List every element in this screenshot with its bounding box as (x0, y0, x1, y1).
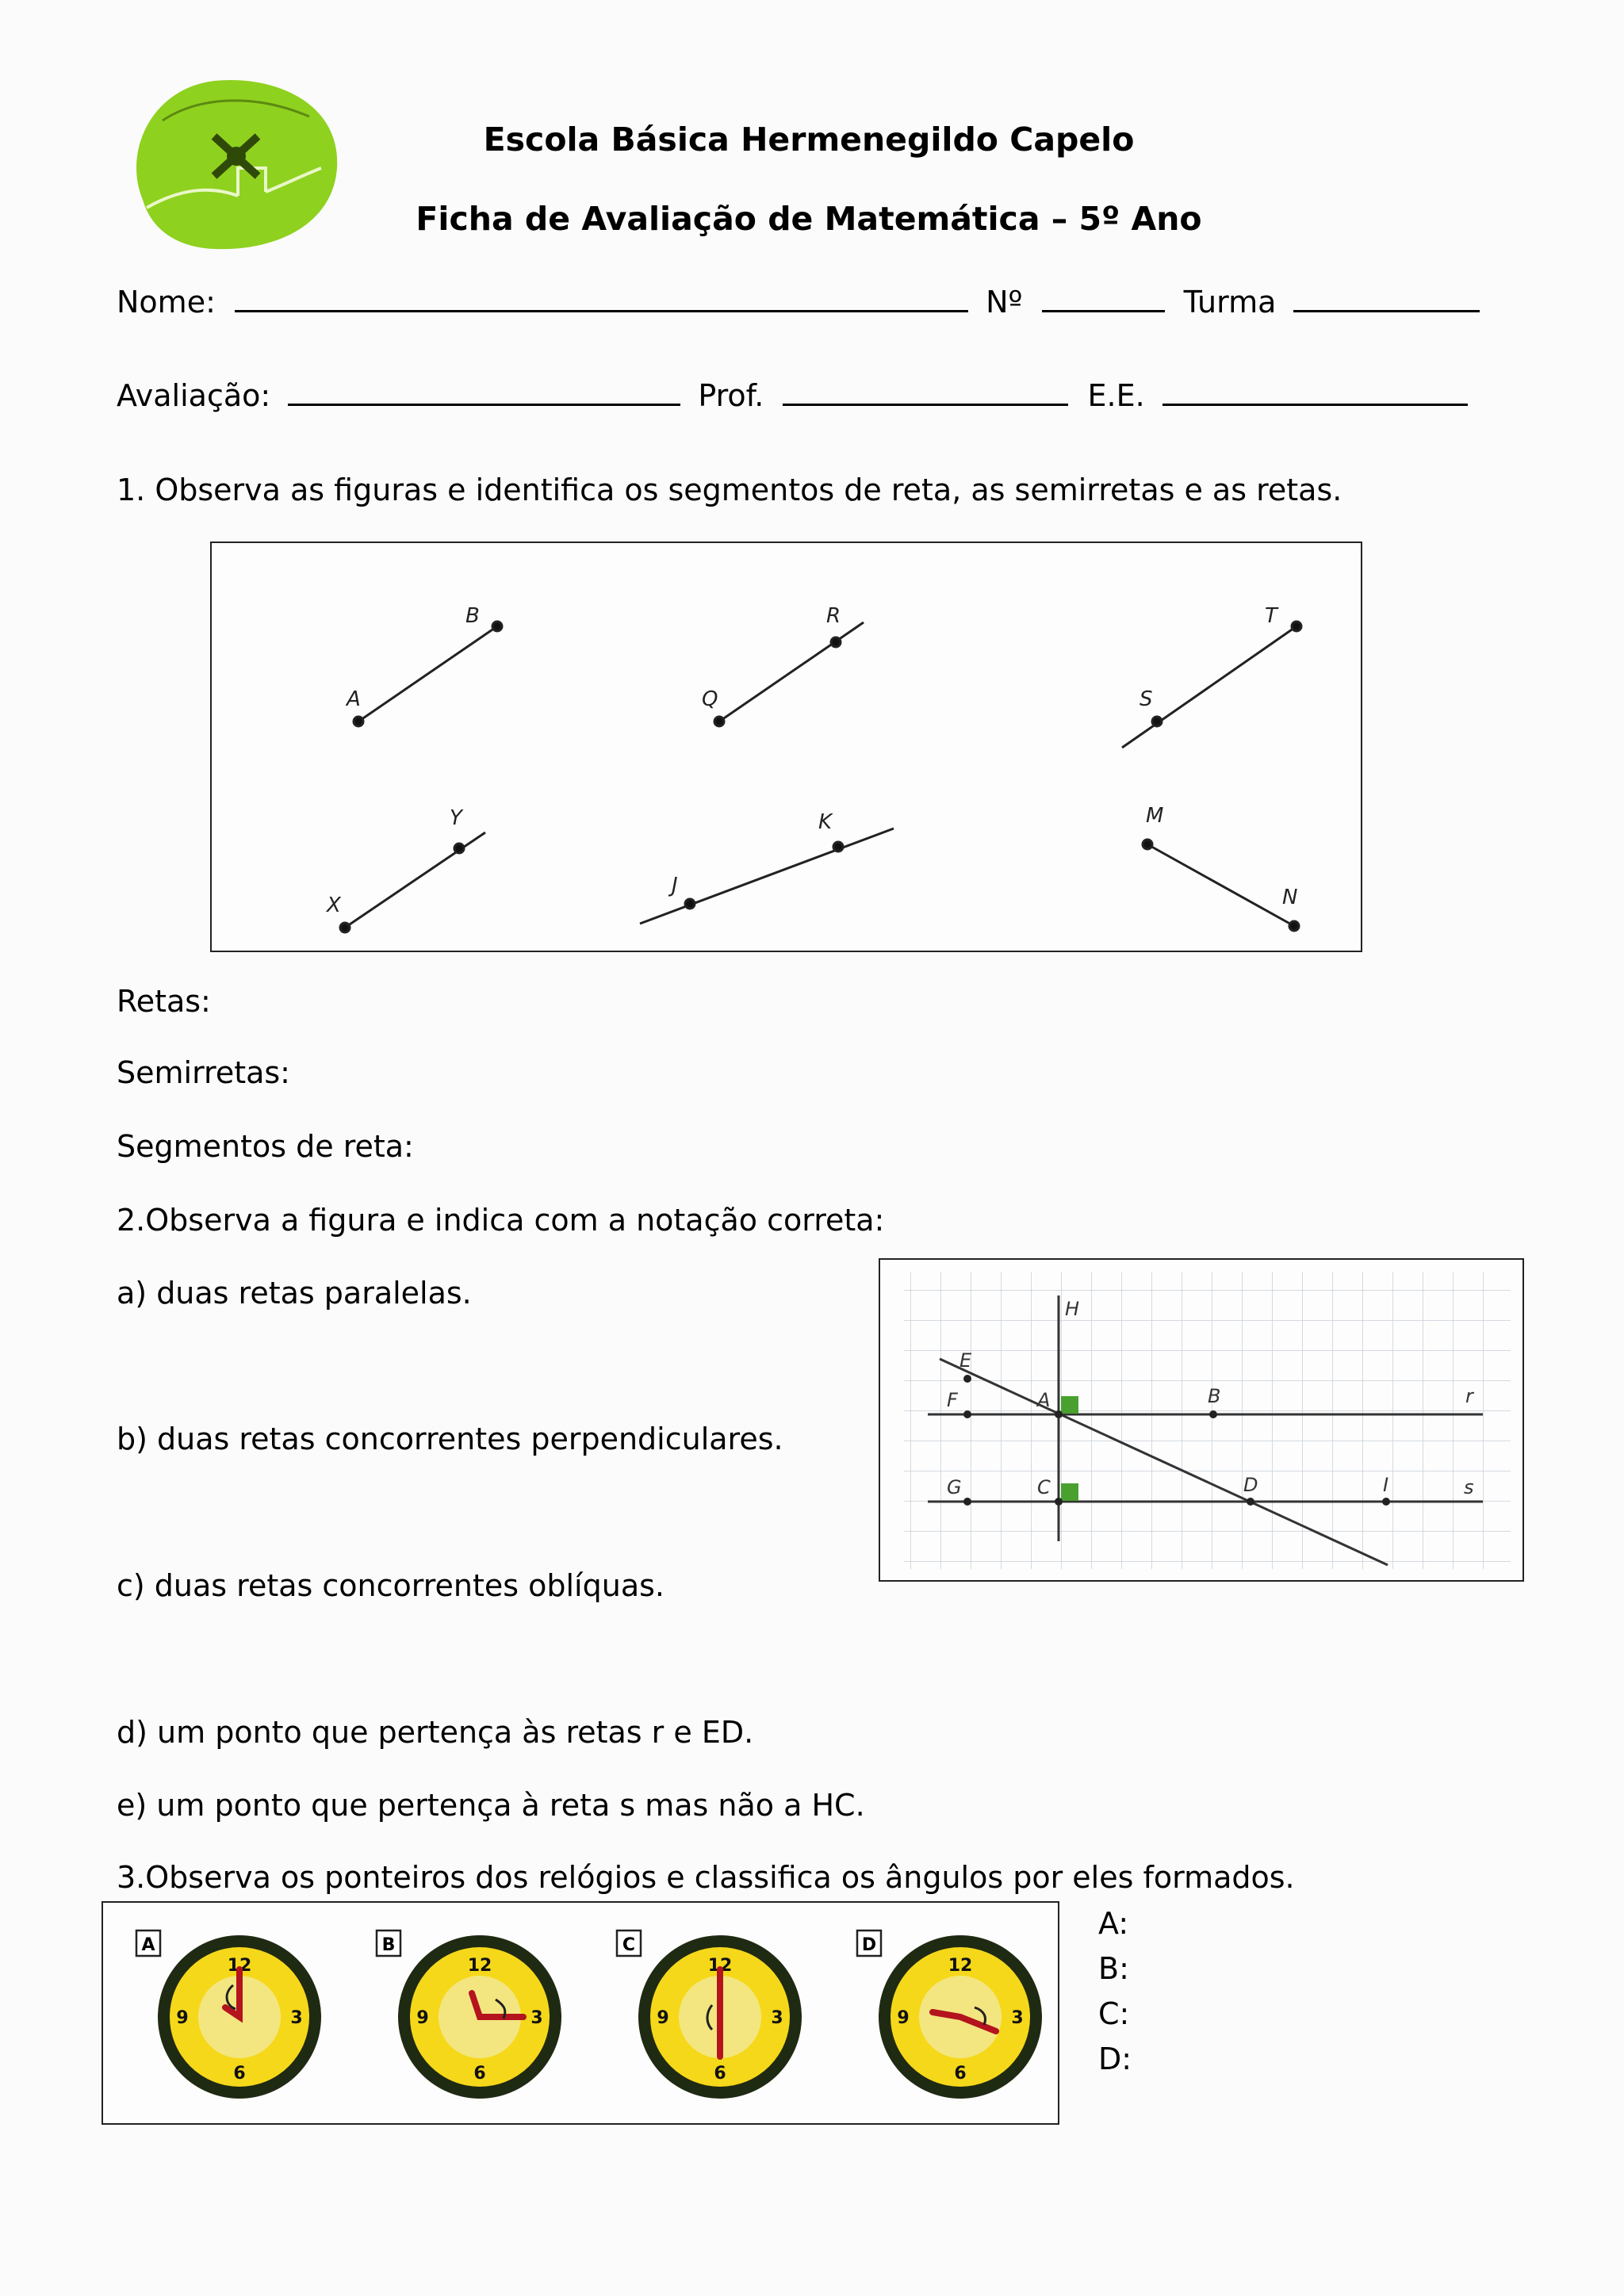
grid-label-a: A (1037, 1389, 1051, 1411)
clock-b-num-6: 6 (473, 2064, 486, 2084)
point-label-x: X (327, 894, 341, 917)
q3-answer-d: D: (1098, 2042, 1132, 2076)
clock-b-num-3: 3 (530, 2008, 543, 2028)
clock-a (158, 1935, 321, 2099)
q2-figure (879, 1258, 1524, 1582)
grid-label-i: I (1383, 1474, 1389, 1496)
clock-d (879, 1935, 1042, 2099)
q1-prompt: 1. Observa as figuras e identifica os segmentos de reta, as semirretas e as retas. (117, 473, 1342, 507)
q3-prompt: 3.Observa os ponteiros dos relógios e classifica os ângulos por eles formados. (117, 1860, 1295, 1895)
q1-answer-segments: Segmentos de reta: (117, 1129, 414, 1164)
number-blank[interactable] (1042, 281, 1165, 312)
q2-item-e: e) um ponto que pertença à reta s mas não a HC. (117, 1788, 865, 1823)
name-field-row (117, 281, 1480, 320)
guardian-label: E.E. (1087, 378, 1145, 413)
clock-c (638, 1935, 802, 2099)
q3-answer-c: C: (1098, 1996, 1130, 2031)
point-label-k: K (818, 810, 833, 834)
name-label: Nome: (117, 285, 216, 320)
evaluation-field-row (117, 375, 1468, 414)
grid-label-f: F (947, 1389, 958, 1411)
evaluation-label: Avaliação: (117, 378, 271, 413)
evaluation-blank[interactable] (288, 375, 680, 406)
point-label-r: R (826, 604, 841, 628)
teacher-blank[interactable] (783, 375, 1068, 406)
clock-label-b: B (381, 1935, 396, 1955)
point-label-b: B (465, 604, 480, 628)
teacher-label: Prof. (698, 378, 764, 413)
q3-answer-a: A: (1098, 1906, 1129, 1941)
clock-b-num-9: 9 (416, 2008, 429, 2028)
grid-label-e: E (959, 1349, 972, 1372)
q2-item-d: d) um ponto que pertença às retas r e ED. (117, 1715, 754, 1750)
clock-c-num-12: 12 (707, 1956, 733, 1976)
point-label-a: A (347, 687, 361, 711)
school-name: Escola Básica Hermenegildo Capelo (483, 121, 1135, 159)
clock-b (398, 1935, 561, 2099)
grid-label-g: G (947, 1476, 962, 1498)
point-label-n: N (1282, 886, 1298, 909)
q1-figure (210, 541, 1362, 952)
clock-d-num-12: 12 (948, 1956, 973, 1976)
grid-label-s: s (1464, 1476, 1474, 1498)
point-label-y: Y (450, 806, 462, 830)
q2-item-a: a) duas retas paralelas. (117, 1276, 472, 1311)
grid-label-h: H (1065, 1298, 1080, 1320)
q1-answer-semilines: Semirretas: (117, 1055, 290, 1090)
clock-label-a: A (141, 1935, 155, 1955)
point-label-t: T (1265, 604, 1277, 628)
guardian-blank[interactable] (1162, 375, 1468, 406)
number-label: Nº (986, 285, 1023, 320)
clock-a-num-6: 6 (233, 2064, 246, 2084)
q3-answer-b: B: (1098, 1951, 1129, 1986)
point-label-s: S (1139, 687, 1153, 711)
clock-a-num-9: 9 (176, 2008, 189, 2028)
class-blank[interactable] (1293, 281, 1480, 312)
name-blank[interactable] (235, 281, 968, 312)
point-label-m: M (1146, 804, 1164, 828)
clock-label-d: D (861, 1935, 877, 1955)
grid-label-r: r (1465, 1385, 1473, 1407)
page-title: Ficha de Avaliação de Matemática – 5º Ano (416, 200, 1202, 238)
clock-c-num-9: 9 (657, 2008, 669, 2028)
clock-d-num-9: 9 (897, 2008, 910, 2028)
clock-d-num-3: 3 (1011, 2008, 1024, 2028)
point-label-j: J (672, 874, 678, 897)
q1-answer-lines: Retas: (117, 984, 211, 1019)
q2-prompt: 2.Observa a figura e indica com a notação correta: (117, 1203, 885, 1238)
clock-d-num-6: 6 (954, 2064, 967, 2084)
clock-b-num-12: 12 (467, 1956, 492, 1976)
q2-item-c: c) duas retas concorrentes oblíquas. (117, 1568, 665, 1603)
q3-clocks-figure (102, 1901, 1059, 2125)
grid-label-d: D (1243, 1474, 1258, 1496)
point-label-q: Q (702, 687, 718, 711)
grid-label-c: C (1037, 1476, 1051, 1498)
clock-label-c: C (622, 1935, 636, 1955)
clock-c-num-6: 6 (714, 2064, 726, 2084)
clock-a-num-3: 3 (290, 2008, 303, 2028)
grid-label-b: B (1208, 1385, 1221, 1407)
class-label: Turma (1183, 285, 1277, 320)
clock-a-num-12: 12 (227, 1956, 252, 1976)
clock-c-num-3: 3 (771, 2008, 783, 2028)
q2-item-b: b) duas retas concorrentes perpendiculares. (117, 1422, 783, 1456)
